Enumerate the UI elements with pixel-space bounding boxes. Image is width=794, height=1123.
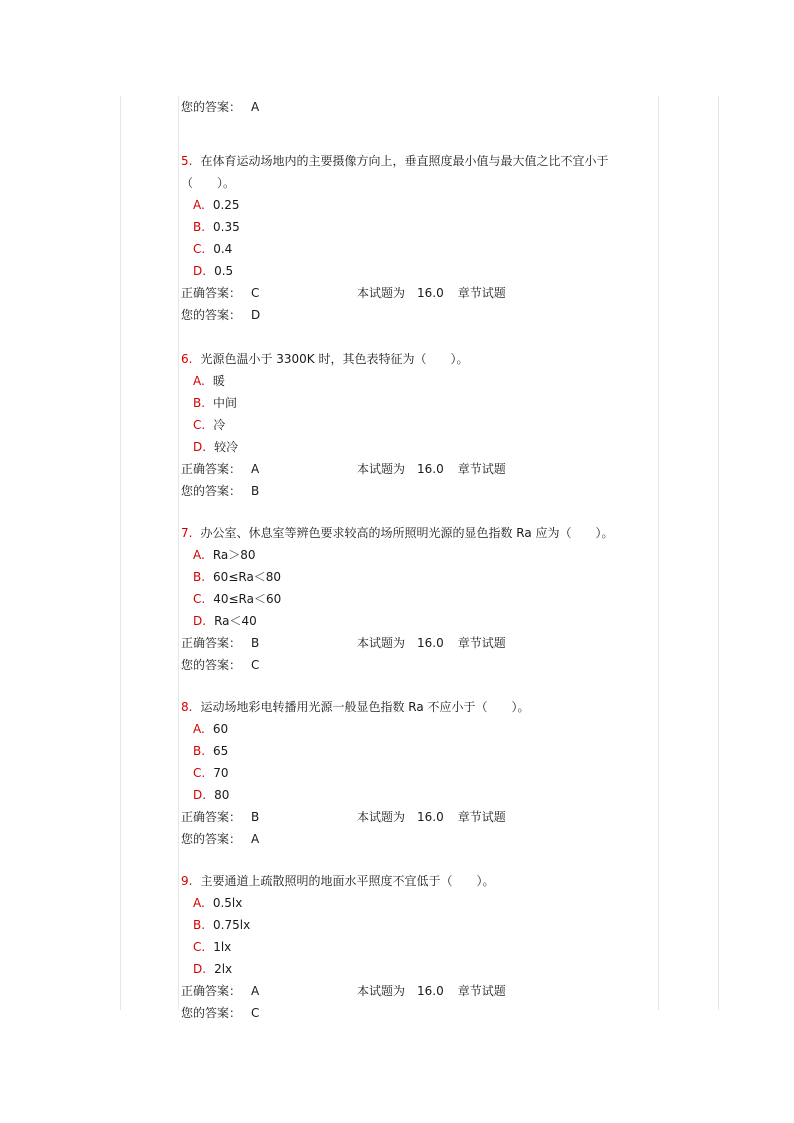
question-line-1: 运动场地彩电转播用光源一般显色指数 Ra 不应小于（ ）。 [200,700,530,714]
option-a[interactable] [181,370,661,392]
score-value: 16.0 [417,462,444,476]
score-value: 16.0 [417,636,444,650]
option-text: 60≤Ra＜80 [213,570,282,584]
option-letter: B. [193,570,206,584]
question-text [181,150,661,172]
option-letter: B. [193,220,206,234]
option-c[interactable] [181,238,661,260]
question-number: 7. [181,526,193,540]
correct-answer-value: A [251,462,260,476]
option-c[interactable] [181,762,661,784]
your-answer-value: C [251,658,260,672]
your-answer-label: 您的答案： [181,484,242,498]
option-letter: C. [193,592,206,606]
option-letter: B. [193,744,206,758]
option-c[interactable] [181,588,661,610]
option-text: 冷 [213,418,226,432]
correct-answer-label: 正确答案： [181,286,242,300]
correct-answer-label: 正确答案： [181,984,242,998]
chapter-label: 章节试题 [457,810,506,824]
score-label: 本试题为 [357,810,406,824]
your-answer-value: A [251,832,260,846]
question-6 [181,348,661,502]
correct-answer-row [181,458,661,480]
your-answer-value: D [251,308,261,322]
option-letter: C. [193,766,206,780]
question-number: 6. [181,352,193,366]
option-b[interactable] [181,216,661,238]
option-text: 65 [213,744,229,758]
option-d[interactable] [181,610,661,632]
your-answer-label: 您的答案： [181,832,242,846]
option-text: Ra＜40 [214,614,257,628]
question-line-1: 办公室、休息室等辨色要求较高的场所照明光源的显色指数 Ra 应为（ ）。 [200,526,614,540]
your-answer-label: 您的答案： [181,658,242,672]
your-answer-value: A [251,100,260,114]
option-text: 0.35 [213,220,240,234]
option-text: 0.4 [213,242,233,256]
option-b[interactable] [181,392,661,414]
option-d[interactable] [181,784,661,806]
score-info [357,458,506,480]
score-value: 16.0 [417,984,444,998]
question-5 [181,150,661,326]
question-line-1: 主要通道上疏散照明的地面水平照度不宜低于（ ）。 [200,874,495,888]
option-a[interactable] [181,544,661,566]
score-value: 16.0 [417,810,444,824]
option-text: 中间 [213,396,238,410]
score-info [357,282,506,304]
option-letter: A. [193,374,205,388]
score-label: 本试题为 [357,462,406,476]
option-b[interactable] [181,566,661,588]
score-label: 本试题为 [357,984,406,998]
question-line-1: 在体育运动场地内的主要摄像方向上，垂直照度最小值与最大值之比不宜小于 [200,154,609,168]
option-letter: D. [193,264,207,278]
option-letter: B. [193,396,206,410]
question-number: 8. [181,700,193,714]
left-border-line [120,96,121,1010]
option-letter: A. [193,198,205,212]
question-8 [181,696,661,850]
chapter-label: 章节试题 [457,286,506,300]
option-text: 40≤Ra＜60 [213,592,282,606]
option-letter: D. [193,614,207,628]
question-number: 9. [181,874,193,888]
option-letter: A. [193,896,205,910]
option-text: 0.5lx [212,896,243,910]
option-letter: A. [193,548,205,562]
option-letter: D. [193,440,207,454]
question-7 [181,522,661,676]
chapter-label: 章节试题 [457,462,506,476]
option-d[interactable] [181,958,661,980]
your-answer-label: 您的答案： [181,1006,242,1020]
option-text: 1lx [213,940,232,954]
correct-answer-row [181,282,661,304]
score-info [357,806,506,828]
option-text: 0.25 [212,198,240,212]
option-text: 0.75lx [213,918,251,932]
score-info [357,980,506,1002]
quiz-content [181,96,661,1024]
your-answer-row [181,654,661,676]
score-info [357,632,506,654]
score-label: 本试题为 [357,636,406,650]
option-a[interactable] [181,194,661,216]
inner-left-border-line [178,96,179,1010]
option-text: Ra＞80 [212,548,256,562]
option-text: 2lx [214,962,233,976]
question-text [181,522,661,544]
option-text: 暖 [212,374,225,388]
option-d[interactable] [181,260,661,282]
your-answer-label: 您的答案： [181,100,242,114]
question-9 [181,870,661,1024]
your-answer-row [181,480,661,502]
chapter-label: 章节试题 [457,636,506,650]
option-letter: C. [193,940,206,954]
option-text: 60 [212,722,229,736]
option-text: 80 [214,788,230,802]
option-text: 0.5 [214,264,234,278]
question-number: 5. [181,154,193,168]
option-b[interactable] [181,914,661,936]
option-text: 70 [213,766,229,780]
question-text [181,696,661,718]
correct-answer-row [181,806,661,828]
your-answer-row [181,1002,661,1024]
option-b[interactable] [181,740,661,762]
score-label: 本试题为 [357,286,406,300]
question-line-1: 光源色温小于 3300K 时，其色表特征为（ ）。 [200,352,469,366]
chapter-label: 章节试题 [457,984,506,998]
correct-answer-label: 正确答案： [181,810,242,824]
option-a[interactable] [181,718,661,740]
your-answer-row [181,828,661,850]
option-letter: A. [193,722,205,736]
option-letter: B. [193,918,206,932]
your-answer-row [181,304,661,326]
your-answer-value: B [251,484,260,498]
option-a[interactable] [181,892,661,914]
option-letter: C. [193,242,206,256]
question-text [181,870,661,892]
correct-answer-row [181,632,661,654]
correct-answer-label: 正确答案： [181,462,242,476]
previous-your-answer-row [181,96,661,118]
correct-answer-row [181,980,661,1002]
correct-answer-value: B [251,636,260,650]
option-letter: D. [193,788,207,802]
option-c[interactable] [181,936,661,958]
option-letter: D. [193,962,207,976]
correct-answer-label: 正确答案： [181,636,242,650]
correct-answer-value: A [251,984,260,998]
option-d[interactable] [181,436,661,458]
question-text-line-2: （ ）。 [181,176,236,190]
score-value: 16.0 [417,286,444,300]
option-letter: C. [193,418,206,432]
your-answer-label: 您的答案： [181,308,242,322]
correct-answer-value: C [251,286,260,300]
your-answer-value: C [251,1006,260,1020]
option-text: 较冷 [214,440,239,454]
option-c[interactable] [181,414,661,436]
correct-answer-value: B [251,810,260,824]
question-text [181,348,661,370]
right-border-line [718,96,719,1010]
